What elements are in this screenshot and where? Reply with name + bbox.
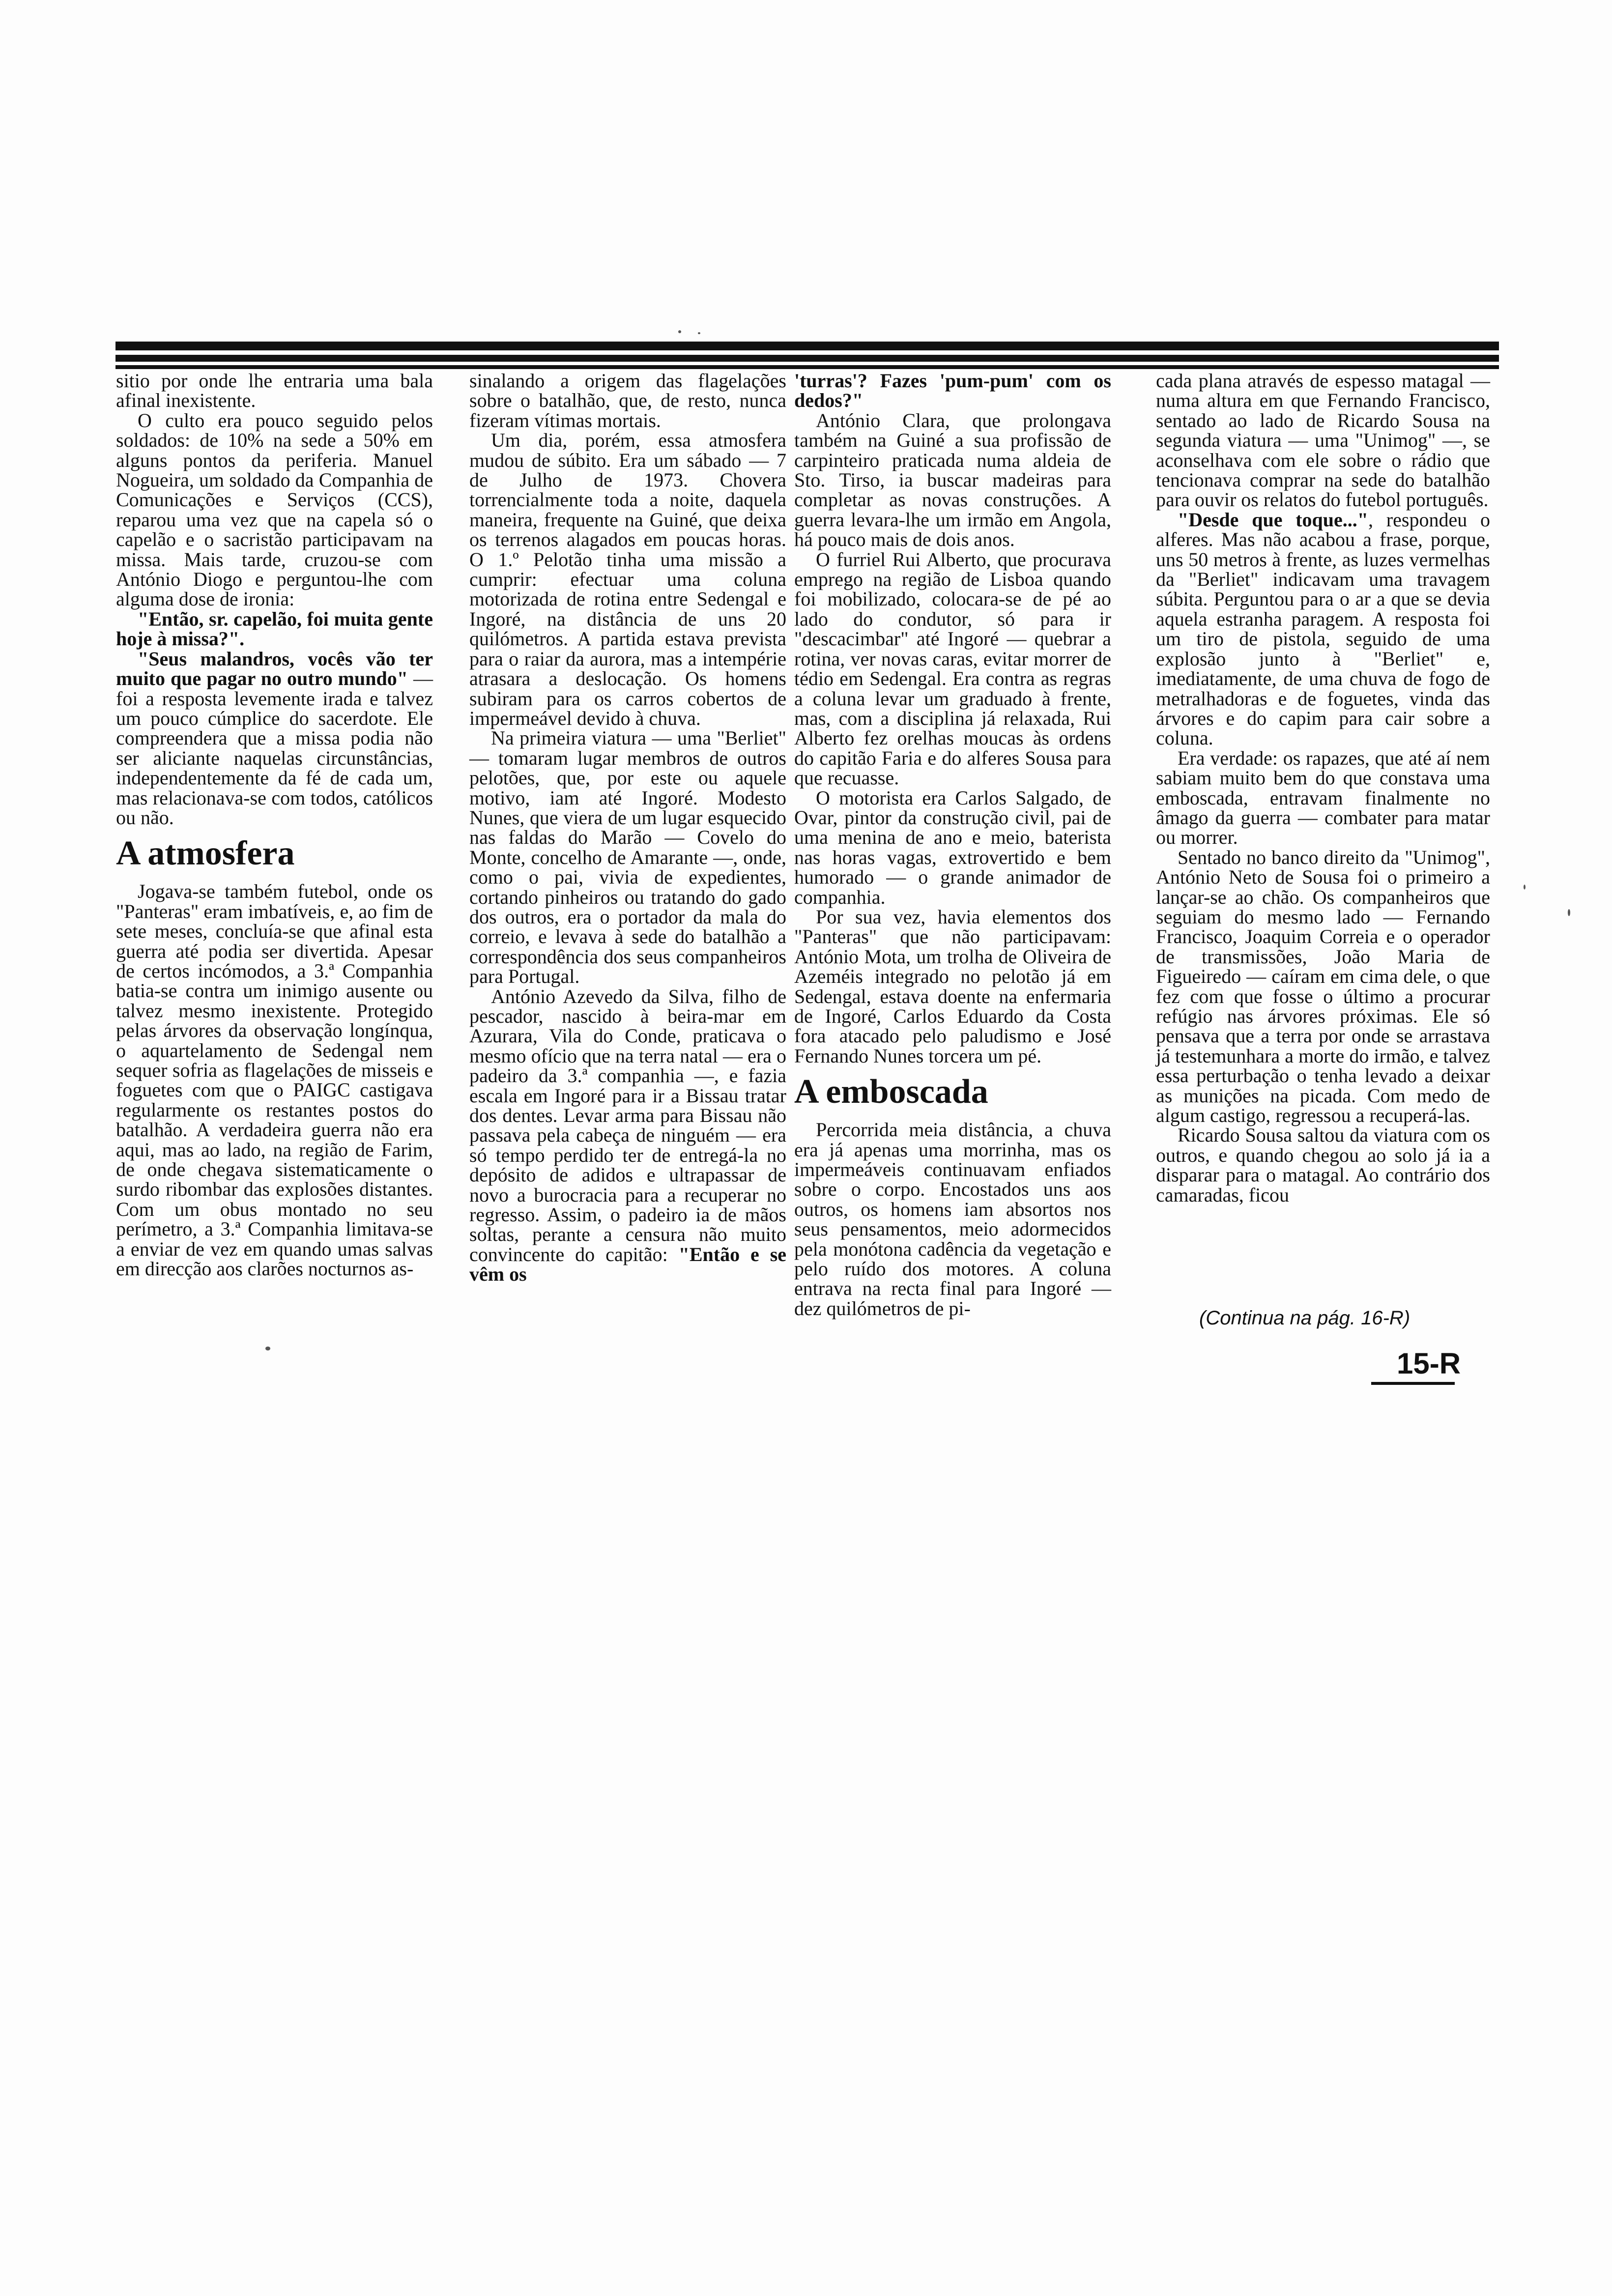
quote: 'turras'? Fazes 'pum-pum' com os dedos?" xyxy=(794,370,1111,412)
paragraph: Por sua vez, havia elementos dos "Panteras" que não participavam: António Mota, um trolha de Oliveira de Azeméis integrado no pelotão já em Sedengal, estava doente na enfermaria de Ingoré, Carlos Eduardo da Costa fora atacado pelo paludismo e José Fernando Nunes torcera um pé. xyxy=(794,905,1111,1067)
paragraph: Um dia, porém, essa atmosfera mudou de súbito. Era um sábado — 7 de Julho de 1973. Chovera torrencialmente toda a noite, daquela maneira, frequente na Guiné, que deixa os terrenos alagados em poucas horas. O 1.º Pelotão tinha uma missão a cumprir: efectuar uma coluna motorizada de rotina entre Sedengal e Ingoré, na distância de uns 20 quilómetros. A partida estava prevista para o raiar da aurora, mas a intempérie atrasara a deslocação. Os homens subiram para os carros cobertos de impermeável devido à chuva. xyxy=(469,429,786,729)
quote: "Então, sr. capelão, foi muita gente hoje à missa?". xyxy=(116,607,433,650)
paragraph: O motorista era Carlos Salgado, de Ovar, pintor da construção civil, pai de uma menina de ano e meio, baterista nas horas vagas, extrovertido e bem humorado — o grande animador de companhia. xyxy=(794,786,1111,908)
paragraph xyxy=(469,987,786,1285)
scan-speck xyxy=(265,1347,270,1350)
paragraph: O culto era pouco seguido pelos soldados: de 10% na sede a 50% em alguns pontos da periferia. Manuel Nogueira, um soldado da Companhia de Comunicações e Serviços (CCS), reparou uma vez que na capela só o capelão e o sacristão participavam na missa. Mais tarde, cruzou-se com António Diogo e perguntou-lhe com alguma dose de ironia: xyxy=(116,409,433,610)
header-rule xyxy=(115,355,1499,362)
quote: "Desde que toque..." xyxy=(1178,508,1369,531)
paragraph-text: — foi a resposta levemente irada e talvez um pouco cúmplice do sacerdote. Ele compreendera que a missa podia não ser aliciante naquelas circunstâncias, independentemente da fé de cada um, mas relacionava-se com todos, católicos ou não. xyxy=(116,667,433,829)
article-column-1 xyxy=(116,371,433,1279)
article-column-2 xyxy=(469,371,786,1285)
scan-speck xyxy=(678,330,681,333)
scan-speck xyxy=(698,332,700,334)
paragraph: cada plana através de espesso matagal — numa altura em que Fernando Francisco, sentado ao lado de Ricardo Sousa na segunda viatura — uma "Unimog" —, se aconselhava com ele sobre o rádio que tencionava comprar na sede do batalhão para ouvir os relatos do futebol português. xyxy=(1156,370,1490,511)
paragraph-text: António Azevedo da Silva, filho de pescador, nascido à beira-mar em Azurara, Vila do Conde, praticava o mesmo ofício que na terra natal — era o padeiro da 3.ª companhia —, e fazia escala em Ingoré para ir a Bissau tratar dos dentes. Levar arma para Bissau não passava pela cabeça de ninguém — era só tempo perdido ter de entregá-la no depósito de adidos e ultrapassar de novo a burocracia para a recuperar no regresso. Assim, o padeiro ia de mãos soltas, perante a censura não muito convincente do capitão: xyxy=(469,985,786,1265)
paragraph: Era verdade: os rapazes, que até aí nem sabiam muito bem do que constava uma emboscada, entravam finalmente no âmago da guerra — combater para matar ou morrer. xyxy=(1156,746,1490,849)
page-number: 15-R xyxy=(1397,1347,1461,1380)
article-column-4 xyxy=(1156,371,1490,1205)
page-number-rule xyxy=(1371,1382,1455,1385)
quote: "Seus malandros, vocês vão ter muito que pagar no outro mundo" xyxy=(116,647,433,690)
paragraph xyxy=(116,609,433,649)
paragraph: Na primeira viatura — uma "Berliet" — tomaram lugar membros de outros pelotões, que, por este ou aquele motivo, iam até Ingoré. Modesto Nunes, que viera de um lugar esquecido nas faldas do Marão — Covelo do Monte, concelho de Amarante —, onde, como o pai, vivia de expedientes, cortando pinheiros ou tratando do gado dos outros, era o portador da mala do correio, e levava à sede do batalhão a correspondência dos seus companheiros para Portugal. xyxy=(469,727,786,988)
paragraph: António Clara, que prolongava também na Guiné a sua profissão de carpinteiro praticada numa aldeia de Sto. Tirso, ia buscar madeiras para completar as novas construções. A guerra levara-lhe um irmão em Angola, há pouco mais de dois anos. xyxy=(794,409,1111,551)
paragraph: Percorrida meia distância, a chuva era já apenas uma morrinha, mas os impermeáveis continuavam enfiados sobre o corpo. Encostados uns aos outros, os homens iam absortos nos seus pensamentos, meio adormecidos pela monótona cadência da vegetação e pelo ruído dos motores. A coluna entrava na recta final para Ingoré — dez quilómetros de pi- xyxy=(794,1119,1111,1320)
scan-speck xyxy=(1524,885,1526,890)
paragraph-text: , respondeu o alferes. Mas não acabou a frase, porque, uns 50 metros à frente, as luzes vermelhas da "Berliet" indicavam uma travagem súbita. Perguntou para o ar a que se devia aquela estranha paragem. A resposta foi um tiro de pistola, seguido de uma explosão junto à "Berliet" e, imediatamente, de uma chuva de fogo de metralhadoras e de foguetes, vinda das árvores e do capim para cair sobre a coluna. xyxy=(1156,508,1490,749)
scan-speck xyxy=(1568,909,1570,916)
article-column-3 xyxy=(794,371,1111,1319)
paragraph: O furriel Rui Alberto, que procurava emprego na região de Lisboa quando foi mobilizado, colocara-se de pé ao lado do condutor, só para ir "descacimbar" até Ingoré — quebrar a rotina, ver novas caras, evitar morrer de tédio em Sedengal. Era contra as regras a coluna levar um graduado à frente, mas, com a disciplina já relaxada, Rui Alberto fez orelhas moucas às ordens do capitão Faria e do alferes Sousa para que recuasse. xyxy=(794,548,1111,789)
section-heading: A atmosfera xyxy=(116,834,295,873)
paragraph xyxy=(116,649,433,828)
paragraph: Jogava-se também futebol, onde os "Panteras" eram imbatíveis, e, ao fim de sete meses, concluía-se que afinal esta guerra até podia ser divertida. Apesar de certos incómodos, a 3.ª Companhia batia-se contra um inimigo ausente ou talvez mesmo inexistente. Protegido pelas árvores da observação longínqua, o aquartelamento de Sedengal nem sequer sofria as flagelações de misseis e foguetes com que o PAIGC castigava regularmente os restantes postos do batalhão. A verdadeira guerra não era aqui, mas ao lado, na região de Farim, de onde chegava sistematicamente o surdo ribombar das explosões distantes. Com um obus montado no seu perímetro, a 3.ª Companhia limitava-se a enviar de vez em quando umas salvas em direcção aos clarões nocturnos as- xyxy=(116,880,433,1280)
paragraph: sinalando a origem das flagelações sobre o batalhão, que, de resto, nunca fizeram vítimas mortais. xyxy=(469,370,786,431)
header-rule-thick xyxy=(115,342,1499,350)
paragraph: Sentado no banco direito da "Unimog", António Neto de Sousa foi o primeiro a lançar-se ao chão. Os companheiros que seguiam do mesmo lado — Fernando Francisco, Joaquim Correia e o operador de transmissões, João Maria de Figueiredo — caíram em cima dele, o que fez com que fosse o último a procurar refúgio nas árvores próximas. Ele só pensava que a terra por onde se arrastava já testemunhara a morte do irmão, e talvez essa perturbação o tenha levado a deixar as munições na picada. Com medo de algum castigo, regressou a recuperá-las. xyxy=(1156,846,1490,1127)
quote: "Então e se vêm os xyxy=(469,1243,787,1286)
paragraph xyxy=(794,371,1111,411)
continued-note: (Continua na pág. 16-R) xyxy=(1199,1307,1410,1329)
paragraph xyxy=(1156,510,1490,748)
paragraph: sitio por onde lhe entraria uma bala afinal inexistente. xyxy=(116,370,433,412)
paragraph: Ricardo Sousa saltou da viatura com os outros, e quando chegou ao solo já ia a disparar para o matagal. Ao contrário dos camaradas, ficou xyxy=(1156,1124,1490,1206)
section-heading: A emboscada xyxy=(794,1073,988,1111)
header-rule-thin xyxy=(115,365,1499,369)
